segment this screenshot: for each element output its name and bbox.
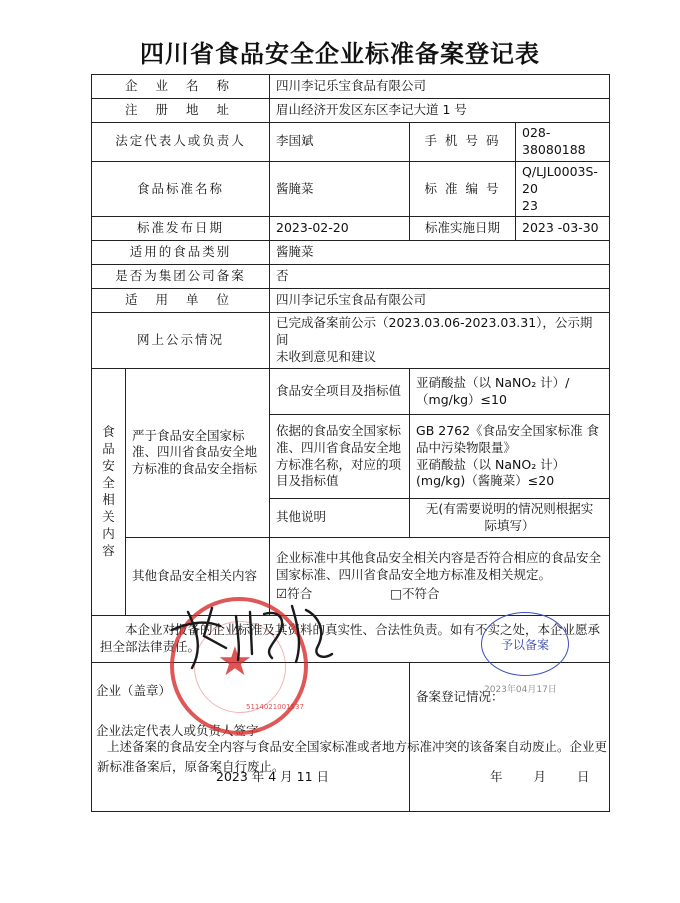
star-icon: ★: [217, 639, 253, 685]
other-note-line1: 无(有需要说明的情况则根据实: [425, 501, 594, 516]
filing-approval-stamp: 予以备案: [481, 612, 569, 676]
enterprise-name-value: 四川李记乐宝食品有限公司: [270, 75, 610, 99]
online-line1: 已完成备案前公示（2023.03.06-2023.03.31），公示期间: [276, 315, 593, 348]
row-category: [92, 241, 610, 265]
sign-date: 2023 年 4 月 11 日: [216, 768, 330, 784]
safety-side-label: 食 品 安 全 相 关 内 容: [92, 369, 126, 616]
standard-number-line1: Q/LJL0003S-20: [522, 163, 598, 196]
basis-line1: GB 2762《食品安全国家标准 食品中污染物限量》: [416, 422, 600, 455]
item-value-line1: 亚硝酸盐（以 NaNO₂ 计）/: [416, 374, 570, 390]
handwritten-signature: [168, 596, 338, 676]
filing-stamp-date: 2023年04月17日: [484, 685, 557, 695]
basis-label: 依据的食品安全国家标准、四川省食品安全地方标准名称，对应的项目及指标值: [270, 415, 410, 499]
legal-rep-label: 法定代表人或负责人: [92, 123, 270, 162]
filing-label: 备案登记情况：: [416, 688, 504, 704]
other-note-value: [410, 499, 610, 538]
online-label: 网上公示情况: [92, 313, 270, 369]
row-group: [92, 265, 610, 289]
unit-label: 适 用 单 位: [92, 289, 270, 313]
item-value-line2: （mg/kg）≤10: [416, 391, 507, 407]
declaration-text: 本企业对报备的企业标准及其资料的真实性、合法性负责。如有不实之处，本企业愿承担全部法律责任。: [92, 615, 610, 662]
row-online: [92, 313, 610, 369]
row-unit: [92, 289, 610, 313]
basis-value: [410, 415, 610, 499]
address-label: 注 册 地 址: [92, 99, 270, 123]
item-value-label: 食品安全项目及指标值: [270, 369, 410, 415]
row-standard-name: [92, 161, 610, 217]
online-value: [270, 313, 610, 369]
seal-number: 5114021001537: [246, 703, 304, 711]
row-enterprise-name: [92, 75, 610, 99]
other-content-text: 企业标准中其他食品安全相关内容是否符合相应的食品安全国家标准、四川省食品安全地方标准及相关规定。: [276, 549, 602, 582]
standard-number-line2: 23: [522, 197, 538, 213]
registration-form-table: [91, 74, 610, 812]
basis-line2: 亚硝酸盐（以 NaNO₂ 计）(mg/kg)（酱腌菜）≤20: [416, 456, 566, 489]
category-label: 适用的食品类别: [92, 241, 270, 265]
enterprise-name-label: 企 业 名 称: [92, 75, 270, 99]
stricter-indicator-label: 严于食品安全国家标准、四川省食品安全地方标准的食品安全指标: [126, 369, 270, 538]
standard-number-value: [516, 161, 610, 217]
standard-name-label: 食品标准名称: [92, 161, 270, 217]
other-content-label: 其他食品安全相关内容: [126, 537, 270, 615]
filing-date-blank: 年 月 日: [490, 768, 592, 784]
row-address: [92, 99, 610, 123]
standard-name-value: 酱腌菜: [270, 161, 410, 217]
option-not-conforms[interactable]: □不符合: [390, 585, 440, 601]
sign-label: 企业法定代表人或负责人签字: [96, 722, 259, 738]
publish-date-value: 2023-02-20: [270, 217, 410, 241]
seal-label: 企业（盖章）: [96, 682, 172, 698]
other-note-line2: 际填写）: [484, 517, 535, 533]
row-safety-item: [92, 369, 610, 415]
other-note-label: 其他说明: [270, 499, 410, 538]
option-conforms[interactable]: ☑符合: [276, 585, 313, 601]
item-value: [410, 369, 610, 415]
row-publish-date: [92, 217, 610, 241]
row-legal-rep: [92, 123, 610, 162]
implement-date-label: 标准实施日期: [410, 217, 516, 241]
category-value: 酱腌菜: [270, 241, 610, 265]
form-title: 四川省食品安全企业标准备案登记表: [140, 40, 540, 68]
footnote: 上述备案的食品安全内容与食品安全国家标准或者地方标准冲突的该备案自动废止。企业更新标准备案后，原备案自行废止。: [97, 739, 608, 774]
address-value: 眉山经济开发区东区李记大道 1 号: [270, 99, 610, 123]
implement-date-value: 2023 -03-30: [516, 217, 610, 241]
phone-value: 028-38080188: [516, 123, 610, 162]
standard-number-label: 标 准 编 号: [410, 161, 516, 217]
publish-date-label: 标准发布日期: [92, 217, 270, 241]
online-line2: 未收到意见和建议: [276, 349, 377, 365]
unit-value: 四川李记乐宝食品有限公司: [270, 289, 610, 313]
legal-rep-value: 李国斌: [270, 123, 410, 162]
group-label: 是否为集团公司备案: [92, 265, 270, 289]
group-value: 否: [270, 265, 610, 289]
phone-label: 手 机 号 码: [410, 123, 516, 162]
